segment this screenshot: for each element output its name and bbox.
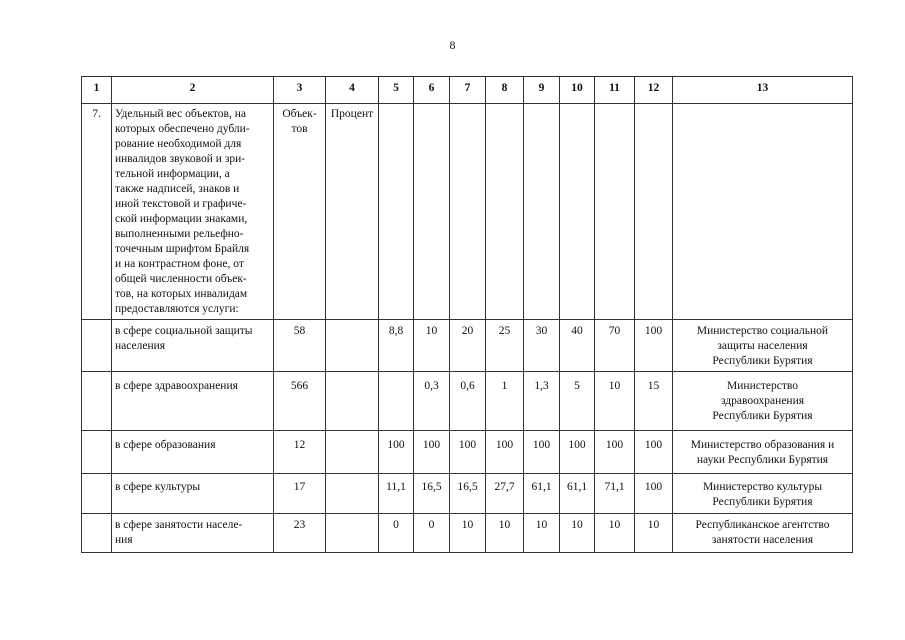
value-cell: [379, 372, 414, 431]
responsible-cell: [673, 372, 853, 431]
value-cell: 100: [486, 431, 524, 474]
indicator-description-cell: [112, 104, 274, 320]
value-cell: [450, 104, 486, 320]
header-cell: 12: [635, 77, 673, 104]
value-cell: 30: [524, 320, 560, 372]
value-cell: 10: [524, 514, 560, 553]
value-cell: 11,1: [379, 474, 414, 514]
header-cell: 8: [486, 77, 524, 104]
value-cell: 1,3: [524, 372, 560, 431]
text-line: в сфере социальной защиты: [115, 325, 253, 337]
text-line: Министерство: [727, 380, 798, 392]
value-cell: 100: [635, 431, 673, 474]
value-cell: 61,1: [524, 474, 560, 514]
count-cell: 12: [274, 431, 326, 474]
text-line: Удельный вес объектов, на: [115, 108, 246, 120]
text-line: общей численности объек-: [115, 273, 247, 285]
text-line: инвалидов звуковой и зри-: [115, 153, 246, 165]
text-line: в сфере образования: [115, 439, 216, 451]
count-cell: 17: [274, 474, 326, 514]
value-cell: 100: [524, 431, 560, 474]
header-cell: 5: [379, 77, 414, 104]
description-cell: [112, 474, 274, 514]
value-cell: 16,5: [414, 474, 450, 514]
text-line: иной текстовой и графиче-: [115, 198, 247, 210]
count-cell: 23: [274, 514, 326, 553]
header-cell: 4: [326, 77, 379, 104]
text-line: также надписей, знаков и: [115, 183, 240, 195]
header-cell: 10: [560, 77, 595, 104]
value-cell: [379, 104, 414, 320]
value-cell: 40: [560, 320, 595, 372]
measure-cell: [326, 431, 379, 474]
responsible-cell: [673, 431, 853, 474]
header-cell: 1: [82, 77, 112, 104]
text-line: тов: [291, 123, 308, 135]
table-header-row: [82, 77, 853, 104]
description-cell: [112, 514, 274, 553]
description-cell: [112, 372, 274, 431]
value-cell: 10: [450, 514, 486, 553]
responsible-cell: [673, 514, 853, 553]
text-line: Министерство социальной: [696, 325, 829, 337]
text-line: населения: [115, 340, 166, 352]
text-line: которых обеспечено дубли-: [115, 123, 250, 135]
header-cell: 6: [414, 77, 450, 104]
responsible-cell: [673, 104, 853, 320]
value-cell: 27,7: [486, 474, 524, 514]
text-line: Министерство образования и: [690, 439, 835, 451]
row-number-cell: [82, 372, 112, 431]
value-cell: 100: [635, 474, 673, 514]
text-line: точечным шрифтом Брайля: [115, 243, 250, 255]
text-line: Объек-: [282, 108, 317, 120]
value-cell: 10: [560, 514, 595, 553]
measure-cell: [326, 320, 379, 372]
measure-cell: [326, 514, 379, 553]
count-cell: 566: [274, 372, 326, 431]
text-line: науки Республики Бурятия: [696, 454, 829, 466]
value-cell: 100: [414, 431, 450, 474]
value-cell: 5: [560, 372, 595, 431]
text-line: тельной информации, а: [115, 168, 230, 180]
indicator-main-row: [82, 104, 853, 320]
text-line: Республики Бурятия: [712, 355, 813, 367]
value-cell: 100: [379, 431, 414, 474]
value-cell: 100: [595, 431, 635, 474]
value-cell: 10: [414, 320, 450, 372]
header-cell: 13: [673, 77, 853, 104]
table-row: [82, 474, 853, 514]
unit-cell: [274, 104, 326, 320]
text-line: рование необходимой для: [115, 138, 242, 150]
text-line: Республики Бурятия: [712, 496, 813, 508]
value-cell: 20: [450, 320, 486, 372]
table-row: [82, 320, 853, 372]
value-cell: 0: [414, 514, 450, 553]
header-cell: 2: [112, 77, 274, 104]
measure-cell: [326, 372, 379, 431]
header-cell: 11: [595, 77, 635, 104]
value-cell: 10: [595, 372, 635, 431]
text-line: в сфере здравоохранения: [115, 380, 238, 392]
table-row: [82, 372, 853, 431]
text-line: Республики Бурятия: [712, 410, 813, 422]
value-cell: [560, 104, 595, 320]
text-line: в сфере культуры: [115, 481, 201, 493]
page-number: 8: [449, 38, 456, 52]
value-cell: 100: [560, 431, 595, 474]
value-cell: 61,1: [560, 474, 595, 514]
value-cell: 16,5: [450, 474, 486, 514]
header-cell: 7: [450, 77, 486, 104]
text-line: в сфере занятости населе-: [115, 519, 243, 531]
text-line: Республиканское агентство: [695, 519, 830, 531]
value-cell: [635, 104, 673, 320]
text-line: здравоохранения: [720, 395, 805, 407]
value-cell: 25: [486, 320, 524, 372]
indicator-table: [81, 76, 853, 553]
text-line: и на контрастном фоне, от: [115, 258, 244, 270]
responsible-cell: [673, 474, 853, 514]
text-line: тов, на которых инвалидам: [115, 288, 248, 300]
header-cell: 3: [274, 77, 326, 104]
value-cell: 0,3: [414, 372, 450, 431]
description-cell: [112, 320, 274, 372]
value-cell: 0,6: [450, 372, 486, 431]
value-cell: 10: [595, 514, 635, 553]
value-cell: [414, 104, 450, 320]
row-number-cell: [82, 514, 112, 553]
value-cell: 71,1: [595, 474, 635, 514]
value-cell: 70: [595, 320, 635, 372]
text-line: выполненными рельефно-: [115, 228, 244, 240]
row-number-cell: 7.: [82, 104, 112, 320]
text-line: защиты населения: [717, 340, 808, 352]
table-row: [82, 431, 853, 474]
value-cell: [486, 104, 524, 320]
value-cell: 8,8: [379, 320, 414, 372]
value-cell: [595, 104, 635, 320]
measure-cell: [326, 474, 379, 514]
text-line: предоставляются услуги:: [115, 303, 239, 315]
value-cell: 100: [450, 431, 486, 474]
value-cell: 10: [635, 514, 673, 553]
row-number-cell: [82, 320, 112, 372]
text-line: ской информации знаками,: [115, 213, 248, 225]
value-cell: 0: [379, 514, 414, 553]
description-cell: [112, 431, 274, 474]
value-cell: [524, 104, 560, 320]
value-cell: 15: [635, 372, 673, 431]
row-number-cell: [82, 431, 112, 474]
text-line: занятости населения: [711, 534, 814, 546]
count-cell: 58: [274, 320, 326, 372]
value-cell: 1: [486, 372, 524, 431]
text-line: ния: [115, 534, 133, 546]
responsible-cell: [673, 320, 853, 372]
row-number-cell: [82, 474, 112, 514]
table-row: [82, 514, 853, 553]
text-line: Министерство культуры: [702, 481, 823, 493]
header-cell: 9: [524, 77, 560, 104]
measure-cell: Процент: [326, 104, 379, 320]
value-cell: 100: [635, 320, 673, 372]
value-cell: 10: [486, 514, 524, 553]
